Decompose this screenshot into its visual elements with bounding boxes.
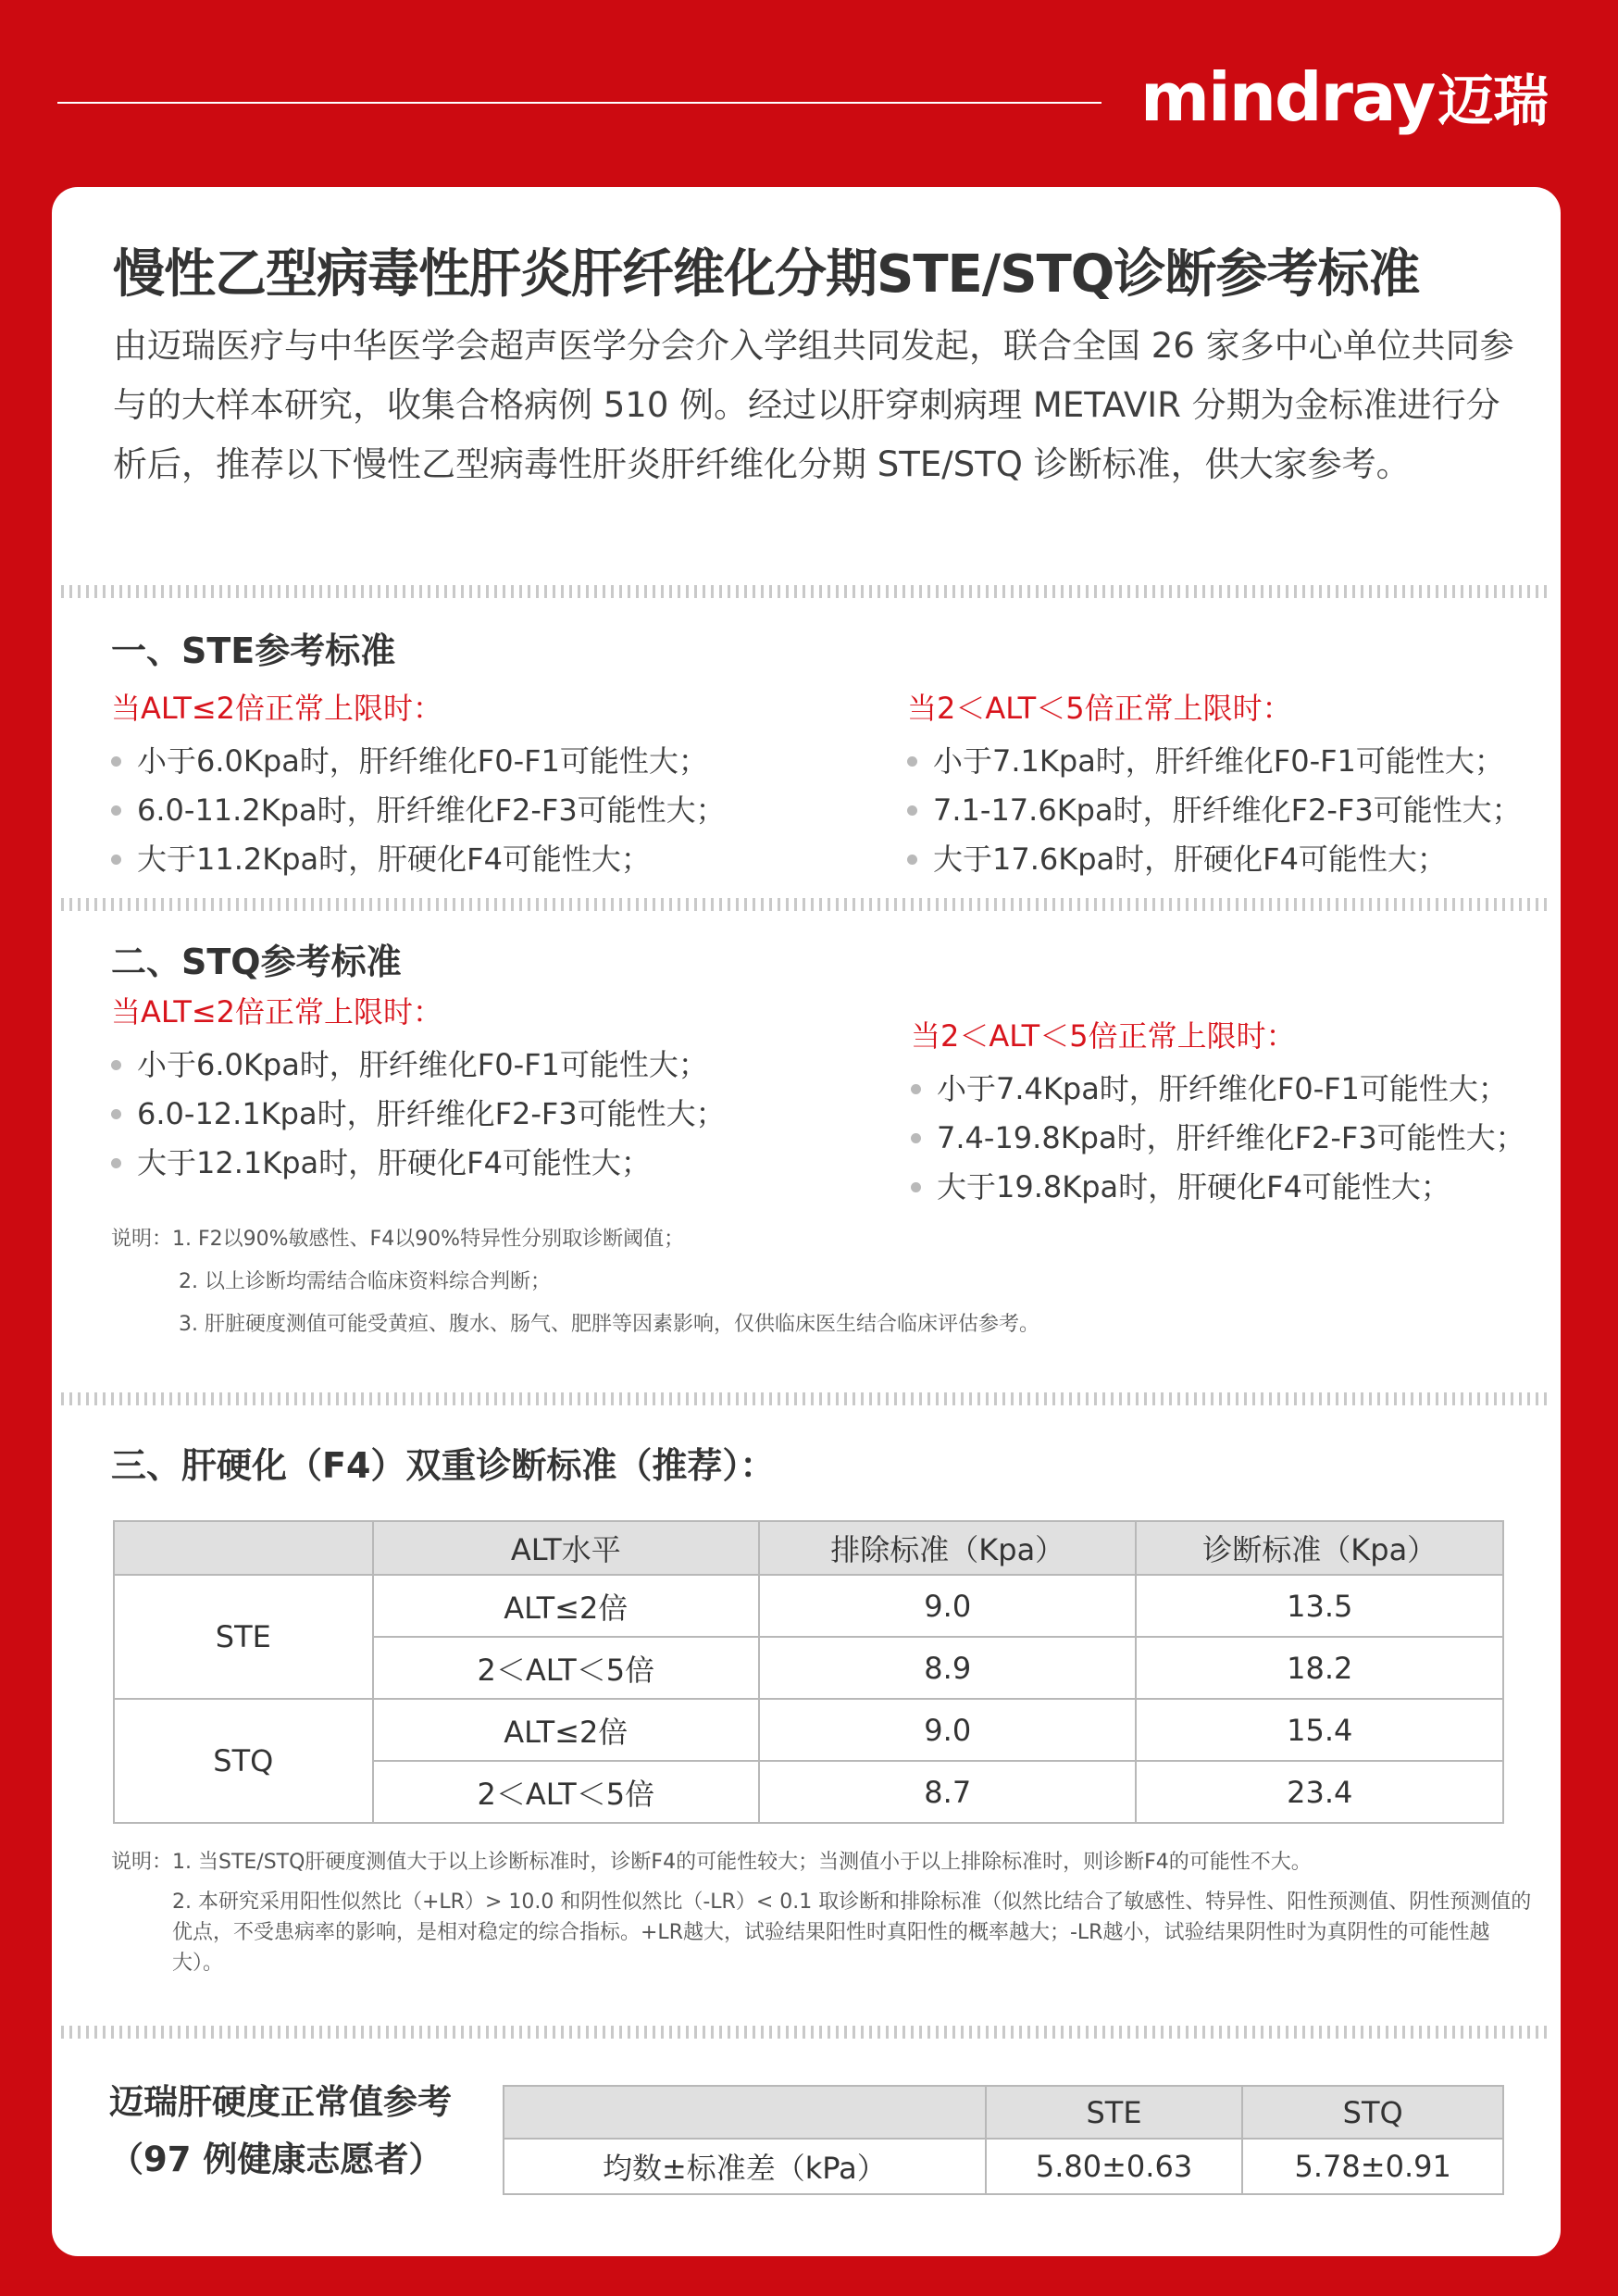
header-cell: [504, 2086, 986, 2139]
dotted-divider: [61, 2026, 1551, 2039]
list-item: 6.0-11.2Kpa时，肝纤维化F2-F3可能性大；: [111, 786, 726, 835]
note-line: 2. 本研究采用阳性似然比（+LR）> 10.0 和阴性似然比（-LR）< 0.1 取诊断和排除标准（似然比结合了敏感性、特异性、阳性预测值、阴性预测值的优点，不受患病率的影响，是相对稳定的综合指标。+LR越大，试验结果阳性时真阳性的概率越大；-LR越小，试验结果阴性时为真阴性的可能性越大）。: [172, 1890, 1532, 1975]
ste-left-list: [111, 737, 726, 884]
header-cell: 排除标准（Kpa）: [759, 1521, 1136, 1575]
dotted-divider: [61, 585, 1551, 598]
ste-heading: 一、STE参考标准: [111, 630, 396, 671]
group-cell: STE: [114, 1575, 373, 1699]
exclude-cell: 8.7: [759, 1761, 1136, 1823]
list-item: 小于6.0Kpa时，肝纤维化F0-F1可能性大；: [111, 737, 726, 786]
normal-title-line1: 迈瑞肝硬度正常值参考: [109, 2082, 452, 2122]
alt-cell: ALT≤2倍: [373, 1575, 759, 1637]
note-line: 2. 以上诊断均需结合临床资料综合判断；: [179, 1270, 551, 1293]
stq-heading: 二、STQ参考标准: [111, 942, 402, 982]
diagnose-cell: 15.4: [1136, 1699, 1503, 1761]
stq-left-condition: 当ALT≤2倍正常上限时：: [111, 994, 443, 1029]
table-row: [114, 1699, 1503, 1761]
diagnose-cell: 18.2: [1136, 1637, 1503, 1699]
stq-notes: [111, 1218, 1039, 1346]
f4-criteria-table: [113, 1520, 1504, 1824]
intro-paragraph: 由迈瑞医疗与中华医学会超声医学分会介入学组共同发起，联合全国 26 家多中心单位共同参与的大样本研究，收集合格病例 510 例。经过以肝穿刺病理 METAVIR 分期为金标准进行分析后，推荐以下慢性乙型病毒性肝炎肝纤维化分期 STE/STQ 诊断标准，供大家参考。: [113, 326, 1514, 484]
table-header-row: [114, 1521, 1503, 1575]
dotted-divider: [61, 1392, 1551, 1405]
exclude-cell: 9.0: [759, 1575, 1136, 1637]
f4-heading: 三、肝硬化（F4）双重诊断标准（推荐）：: [111, 1445, 776, 1486]
row-label-cell: 均数±标准差（kPa）: [504, 2139, 986, 2194]
list-item: 小于6.0Kpa时，肝纤维化F0-F1可能性大；: [111, 1041, 726, 1090]
list-item: 大于19.8Kpa时，肝硬化F4可能性大；: [911, 1163, 1525, 1212]
logo-en: mindray: [1140, 58, 1435, 136]
logo-zh: 迈瑞: [1438, 69, 1550, 134]
note-line: 说明：1. 当STE/STQ肝硬度测值大于以上诊断标准时，诊断F4的可能性较大；当测值小于以上排除标准时，则诊断F4的可能性不大。: [111, 1851, 1312, 1874]
alt-cell: ALT≤2倍: [373, 1699, 759, 1761]
dotted-divider: [61, 898, 1551, 911]
list-item: 7.1-17.6Kpa时，肝纤维化F2-F3可能性大；: [907, 786, 1522, 835]
header-cell: [114, 1521, 373, 1575]
ste-left-condition: 当ALT≤2倍正常上限时：: [111, 691, 443, 726]
group-cell: STQ: [114, 1699, 373, 1823]
note-line: 3. 肝脏硬度测值可能受黄疸、腹水、肠气、肥胖等因素影响，仅供临床医生结合临床评估参考。: [179, 1313, 1039, 1336]
header-rule: [57, 102, 1101, 104]
list-item: 大于17.6Kpa时，肝硬化F4可能性大；: [907, 835, 1522, 884]
stq-right-list: [911, 1065, 1525, 1212]
alt-cell: 2＜ALT＜5倍: [373, 1761, 759, 1823]
table-header-row: [504, 2086, 1503, 2139]
normal-values-table: [503, 2085, 1504, 2195]
ste-right-list: [907, 737, 1522, 884]
alt-cell: 2＜ALT＜5倍: [373, 1637, 759, 1699]
stq-value-cell: 5.78±0.91: [1242, 2139, 1503, 2194]
header-cell: STE: [986, 2086, 1243, 2139]
stq-left-list: [111, 1041, 726, 1188]
list-item: 小于7.1Kpa时，肝纤维化F0-F1可能性大；: [907, 737, 1522, 786]
list-item: 大于11.2Kpa时，肝硬化F4可能性大；: [111, 835, 726, 884]
exclude-cell: 8.9: [759, 1637, 1136, 1699]
ste-right-condition: 当2＜ALT＜5倍正常上限时：: [907, 691, 1292, 726]
normal-values-title: [109, 2074, 452, 2189]
diagnose-cell: 13.5: [1136, 1575, 1503, 1637]
table-row: [114, 1575, 1503, 1637]
table-row: [504, 2139, 1503, 2194]
header-cell: 诊断标准（Kpa）: [1136, 1521, 1503, 1575]
list-item: 6.0-12.1Kpa时，肝纤维化F2-F3可能性大；: [111, 1090, 726, 1139]
list-item: 大于12.1Kpa时，肝硬化F4可能性大；: [111, 1139, 726, 1188]
mindray-logo: [1140, 57, 1549, 137]
f4-notes: [111, 1847, 1537, 1978]
header-cell: ALT水平: [373, 1521, 759, 1575]
normal-title-line2: （97 例健康志愿者）: [109, 2140, 443, 2179]
page-title: 慢性乙型病毒性肝炎肝纤维化分期STE/STQ诊断参考标准: [113, 244, 1420, 305]
list-item: 7.4-19.8Kpa时，肝纤维化F2-F3可能性大；: [911, 1114, 1525, 1163]
list-item: 小于7.4Kpa时，肝纤维化F0-F1可能性大；: [911, 1065, 1525, 1114]
ste-value-cell: 5.80±0.63: [986, 2139, 1243, 2194]
header-cell: STQ: [1242, 2086, 1503, 2139]
stq-right-condition: 当2＜ALT＜5倍正常上限时：: [911, 1018, 1296, 1054]
note-line: 说明：1. F2以90%敏感性、F4以90%特异性分别取诊断阈值；: [111, 1228, 685, 1251]
content-card: [52, 187, 1561, 2256]
diagnose-cell: 23.4: [1136, 1761, 1503, 1823]
exclude-cell: 9.0: [759, 1699, 1136, 1761]
